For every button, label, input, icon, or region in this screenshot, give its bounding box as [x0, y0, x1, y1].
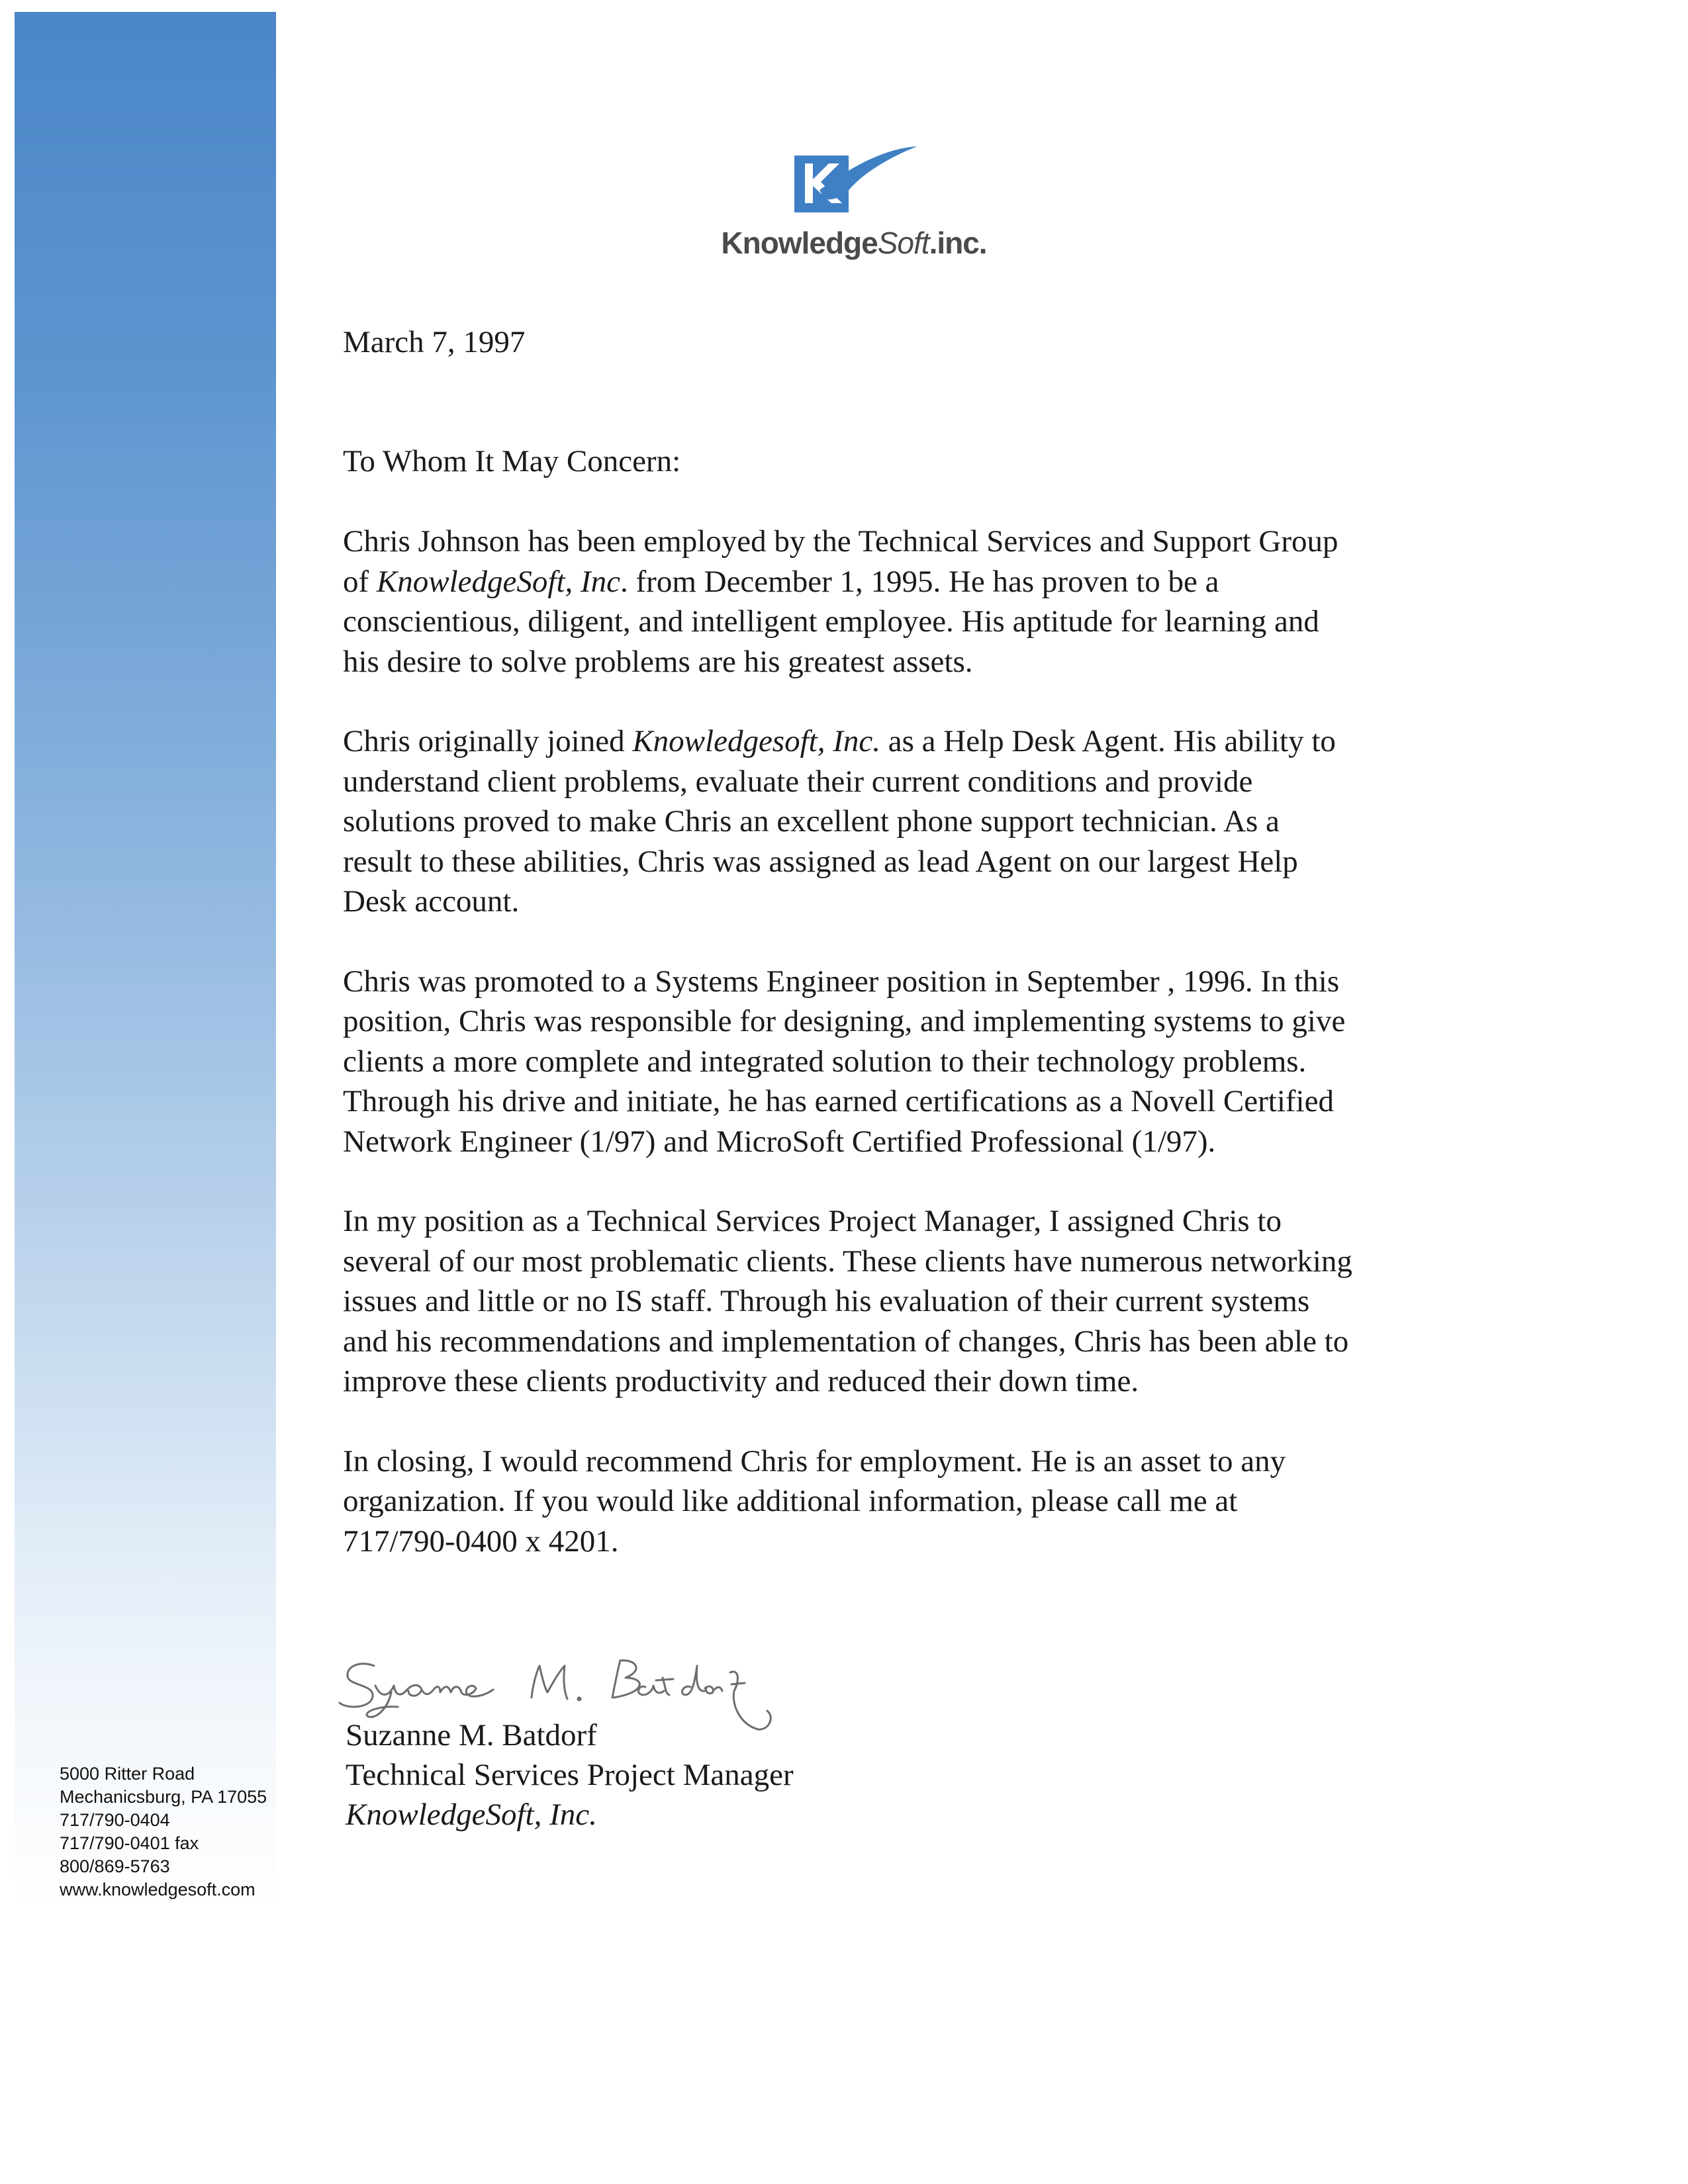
letter-body — [343, 522, 1515, 1601]
address-website: www.knowledgesoft.com — [60, 1880, 256, 1899]
body-line — [343, 1322, 1515, 1362]
body-line — [343, 721, 1515, 762]
body-line — [343, 1081, 1515, 1122]
body-text: Network Engineer (1/97) and MicroSoft Certified Professional (1/97). — [343, 1124, 1216, 1159]
wordmark-bold: Knowledge — [721, 226, 878, 260]
body-paragraph — [343, 1201, 1515, 1402]
address-city: Mechanicsburg, PA 17055 — [60, 1787, 267, 1807]
body-text: Chris Johnson has been employed by the Technical Services and Support Group — [343, 524, 1338, 559]
address-street: 5000 Ritter Road — [60, 1764, 195, 1784]
body-text: his desire to solve problems are his greatest assets. — [343, 644, 973, 679]
body-text: Chris originally joined — [343, 724, 633, 758]
body-line — [343, 602, 1515, 642]
company-name-italic: KnowledgeSoft, Inc — [376, 564, 621, 599]
company-wordmark — [695, 225, 1013, 261]
trademark-label: TM — [837, 209, 844, 214]
body-paragraph — [343, 522, 1515, 682]
body-line — [343, 562, 1515, 602]
body-line — [343, 1242, 1515, 1282]
body-line — [343, 642, 1515, 682]
body-paragraph — [343, 721, 1515, 922]
body-text: clients a more complete and integrated solution to their technology problems. — [343, 1044, 1307, 1079]
body-line — [343, 882, 1515, 922]
letter-date: March 7, 1997 — [343, 325, 526, 359]
body-text: . from December 1, 1995. He has proven to be a — [620, 564, 1219, 599]
body-text: organization. If you would like additional information, please call me at — [343, 1484, 1238, 1518]
company-logo — [695, 136, 1013, 268]
wordmark-italic: Soft — [877, 226, 929, 260]
body-paragraph — [343, 962, 1515, 1162]
body-line — [343, 842, 1515, 882]
body-text: several of our most problematic clients. These clients have numerous networking — [343, 1244, 1352, 1279]
body-line — [343, 1281, 1515, 1322]
salutation: To Whom It May Concern: — [343, 444, 681, 478]
body-line — [343, 801, 1515, 842]
body-text: position, Chris was responsible for designing, and implementing systems to give — [343, 1004, 1346, 1038]
signer-name: Suzanne M. Batdorf — [346, 1718, 597, 1752]
body-text: 717/790-0400 x 4201. — [343, 1524, 619, 1559]
body-line — [343, 1201, 1515, 1242]
address-tollfree: 800/869-5763 — [60, 1856, 170, 1876]
body-line — [343, 1001, 1515, 1042]
body-text: In my position as a Technical Services Project Manager, I assigned Chris to — [343, 1204, 1282, 1238]
body-text: of — [343, 564, 377, 599]
body-line — [343, 1441, 1515, 1482]
body-line — [343, 1481, 1515, 1522]
body-line — [343, 1122, 1515, 1162]
body-line — [343, 522, 1515, 562]
signature-block — [346, 1715, 794, 1835]
body-text: improve these clients productivity and reduced their down time. — [343, 1364, 1139, 1398]
body-text: solutions proved to make Chris an excellent phone support technician. As a — [343, 804, 1280, 839]
body-line — [343, 1522, 1515, 1562]
body-text: issues and little or no IS staff. Through his evaluation of their current systems — [343, 1284, 1310, 1318]
signer-title: Technical Services Project Manager — [346, 1758, 794, 1792]
body-text: result to these abilities, Chris was assigned as lead Agent on our largest Help — [343, 844, 1298, 879]
wordmark-suffix: .inc. — [929, 226, 987, 260]
body-text: Desk account. — [343, 884, 520, 919]
body-paragraph — [343, 1441, 1515, 1562]
body-text: and his recommendations and implementation of changes, Chris has been able to — [343, 1324, 1349, 1359]
address-phone: 717/790-0404 — [60, 1810, 170, 1830]
body-line — [343, 762, 1515, 802]
body-text: as a Help Desk Agent. His ability to — [880, 724, 1336, 758]
company-address — [60, 1762, 267, 1901]
knowledgesoft-swoosh-logo-icon — [788, 144, 920, 216]
body-line — [343, 1042, 1515, 1082]
body-text: conscientious, diligent, and intelligent employee. His aptitude for learning and — [343, 604, 1319, 639]
body-text: In closing, I would recommend Chris for employment. He is an asset to any — [343, 1443, 1286, 1479]
body-line — [343, 1361, 1515, 1402]
body-text: understand client problems, evaluate their current conditions and provide — [343, 764, 1253, 799]
body-line — [343, 962, 1515, 1002]
body-text: Chris was promoted to a Systems Engineer position in September , 1996. In this — [343, 964, 1340, 999]
body-text: Through his drive and initiate, he has earned certifications as a Novell Certified — [343, 1084, 1334, 1118]
address-fax: 717/790-0401 fax — [60, 1833, 199, 1853]
company-name-italic: Knowledgesoft, Inc. — [632, 724, 880, 758]
signer-company: KnowledgeSoft, Inc. — [346, 1797, 597, 1832]
